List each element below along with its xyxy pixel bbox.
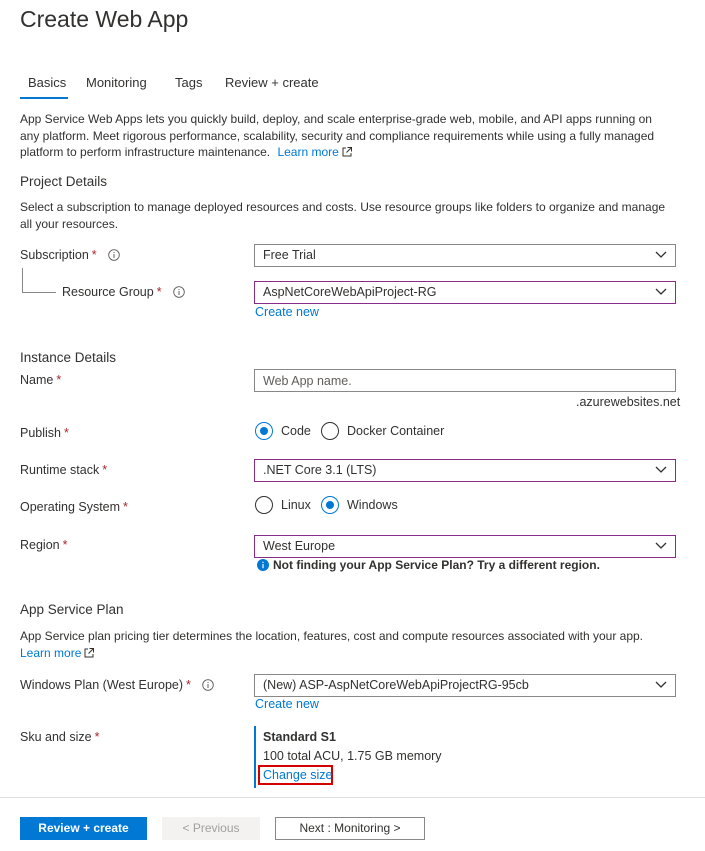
app-service-plan-description <box>20 628 700 661</box>
chevron-down-icon <box>655 288 667 296</box>
sku-accent-bar <box>254 726 256 788</box>
required-marker: * <box>64 426 69 440</box>
operating-system-label-text: Operating System <box>20 500 121 514</box>
required-marker: * <box>156 285 162 299</box>
publish-docker-label: Docker Container <box>347 424 445 438</box>
footer-divider <box>0 797 705 798</box>
windows-plan-label <box>20 678 214 692</box>
os-windows-label: Windows <box>347 498 398 512</box>
region-dropdown[interactable] <box>254 535 676 558</box>
chevron-down-icon <box>655 681 667 689</box>
resource-group-label <box>62 285 185 299</box>
info-icon[interactable] <box>202 679 214 691</box>
intro-line-2: any platform. Meet rigorous performance, scalability, security and compliance requirements while using a fully managed <box>20 128 655 143</box>
review-create-button[interactable]: Review + create <box>20 817 147 840</box>
intro-line-3 <box>20 144 670 161</box>
required-marker: * <box>123 500 128 514</box>
required-marker: * <box>102 463 108 477</box>
resource-group-value: AspNetCoreWebApiProject-RG <box>263 285 437 299</box>
runtime-stack-label <box>20 463 107 477</box>
tab-monitoring[interactable]: Monitoring <box>86 75 147 90</box>
info-icon[interactable] <box>173 286 185 298</box>
radio-selected[interactable] <box>321 496 339 514</box>
os-linux-label: Linux <box>281 498 311 512</box>
chevron-down-icon <box>655 542 667 550</box>
plan-learn-more-link[interactable]: Learn more <box>20 645 82 660</box>
radio-unselected[interactable] <box>321 422 339 440</box>
region-value: West Europe <box>263 539 336 553</box>
create-new-resource-group-link[interactable]: Create new <box>255 305 319 319</box>
plan-learn-more-row <box>20 645 700 662</box>
azurewebsites-suffix: .azurewebsites.net <box>576 395 681 409</box>
windows-plan-label-text: Windows Plan (West Europe) <box>20 678 184 692</box>
region-hint <box>257 558 600 572</box>
sku-detail: 100 total ACU, 1.75 GB memory <box>263 749 442 763</box>
radio-unselected[interactable] <box>255 496 273 514</box>
resource-group-label-text: Resource Group <box>62 285 154 299</box>
resource-group-dropdown[interactable] <box>254 281 676 304</box>
windows-plan-value: (New) ASP-AspNetCoreWebApiProjectRG-95cb <box>263 678 529 692</box>
radio-selected[interactable] <box>255 422 273 440</box>
info-filled-icon <box>257 559 269 571</box>
app-service-plan-heading: App Service Plan <box>20 602 124 617</box>
learn-more-link[interactable]: Learn more <box>277 145 339 159</box>
publish-label <box>20 426 69 440</box>
subscription-value: Free Trial <box>263 248 316 262</box>
runtime-stack-value: .NET Core 3.1 (LTS) <box>263 463 377 477</box>
sku-name: Standard S1 <box>263 730 336 744</box>
external-link-icon <box>342 147 352 157</box>
external-link-icon <box>84 648 94 658</box>
tab-review-create[interactable]: Review + create <box>225 75 319 90</box>
operating-system-label <box>20 500 128 514</box>
change-size-link[interactable]: Change size <box>263 768 333 782</box>
intro-description <box>20 111 670 161</box>
tree-connector <box>22 268 58 294</box>
name-label-text: Name <box>20 373 54 387</box>
intro-line-1: App Service Web Apps lets you quickly build, deploy, and scale enterprise-grade web, mobile, and API apps running on <box>20 112 652 126</box>
previous-button[interactable]: < Previous <box>162 817 260 840</box>
project-desc-line-2: all your resources. <box>20 216 119 231</box>
os-linux-radio[interactable] <box>255 495 311 515</box>
web-app-name-input[interactable] <box>254 369 676 392</box>
publish-code-radio[interactable] <box>255 421 311 441</box>
runtime-stack-label-text: Runtime stack <box>20 463 100 477</box>
project-desc-line-1: Select a subscription to manage deployed resources and costs. Use resource groups like folders to organize and manage <box>20 200 666 214</box>
sku-size-label <box>20 730 99 744</box>
plan-desc-text: App Service plan pricing tier determines the location, features, cost and compute resources associated with your app. <box>20 629 643 643</box>
region-label <box>20 538 68 552</box>
project-details-description <box>20 199 670 232</box>
required-marker: * <box>186 678 191 692</box>
publish-code-label: Code <box>281 424 311 438</box>
instance-details-heading: Instance Details <box>20 350 117 365</box>
page-title: Create Web App <box>20 6 189 32</box>
os-windows-radio[interactable] <box>321 495 398 515</box>
intro-line-3-text: platform to perform infrastructure maintenance. <box>20 145 271 159</box>
tab-basics[interactable]: Basics <box>28 75 67 90</box>
sku-size-label-text: Sku and size <box>20 730 92 744</box>
region-label-text: Region <box>20 538 60 552</box>
project-details-heading: Project Details <box>20 174 108 189</box>
required-marker: * <box>94 730 100 744</box>
required-marker: * <box>91 248 97 262</box>
tab-tags[interactable]: Tags <box>175 75 203 90</box>
name-label <box>20 373 61 387</box>
active-tab-indicator <box>20 97 68 99</box>
required-marker: * <box>62 538 68 552</box>
region-hint-text: Not finding your App Service Plan? Try a different region. <box>273 558 600 572</box>
subscription-dropdown[interactable] <box>254 244 676 267</box>
subscription-label <box>20 248 120 262</box>
windows-plan-dropdown[interactable] <box>254 674 676 697</box>
publish-docker-radio[interactable] <box>321 421 444 441</box>
next-monitoring-button[interactable]: Next : Monitoring > <box>275 817 425 840</box>
chevron-down-icon <box>655 466 667 474</box>
chevron-down-icon <box>655 251 667 259</box>
info-icon[interactable] <box>108 249 120 261</box>
publish-label-text: Publish <box>20 426 61 440</box>
create-new-plan-link[interactable]: Create new <box>255 697 319 711</box>
subscription-label-text: Subscription <box>20 248 89 262</box>
runtime-stack-dropdown[interactable] <box>254 459 676 482</box>
required-marker: * <box>56 373 62 387</box>
